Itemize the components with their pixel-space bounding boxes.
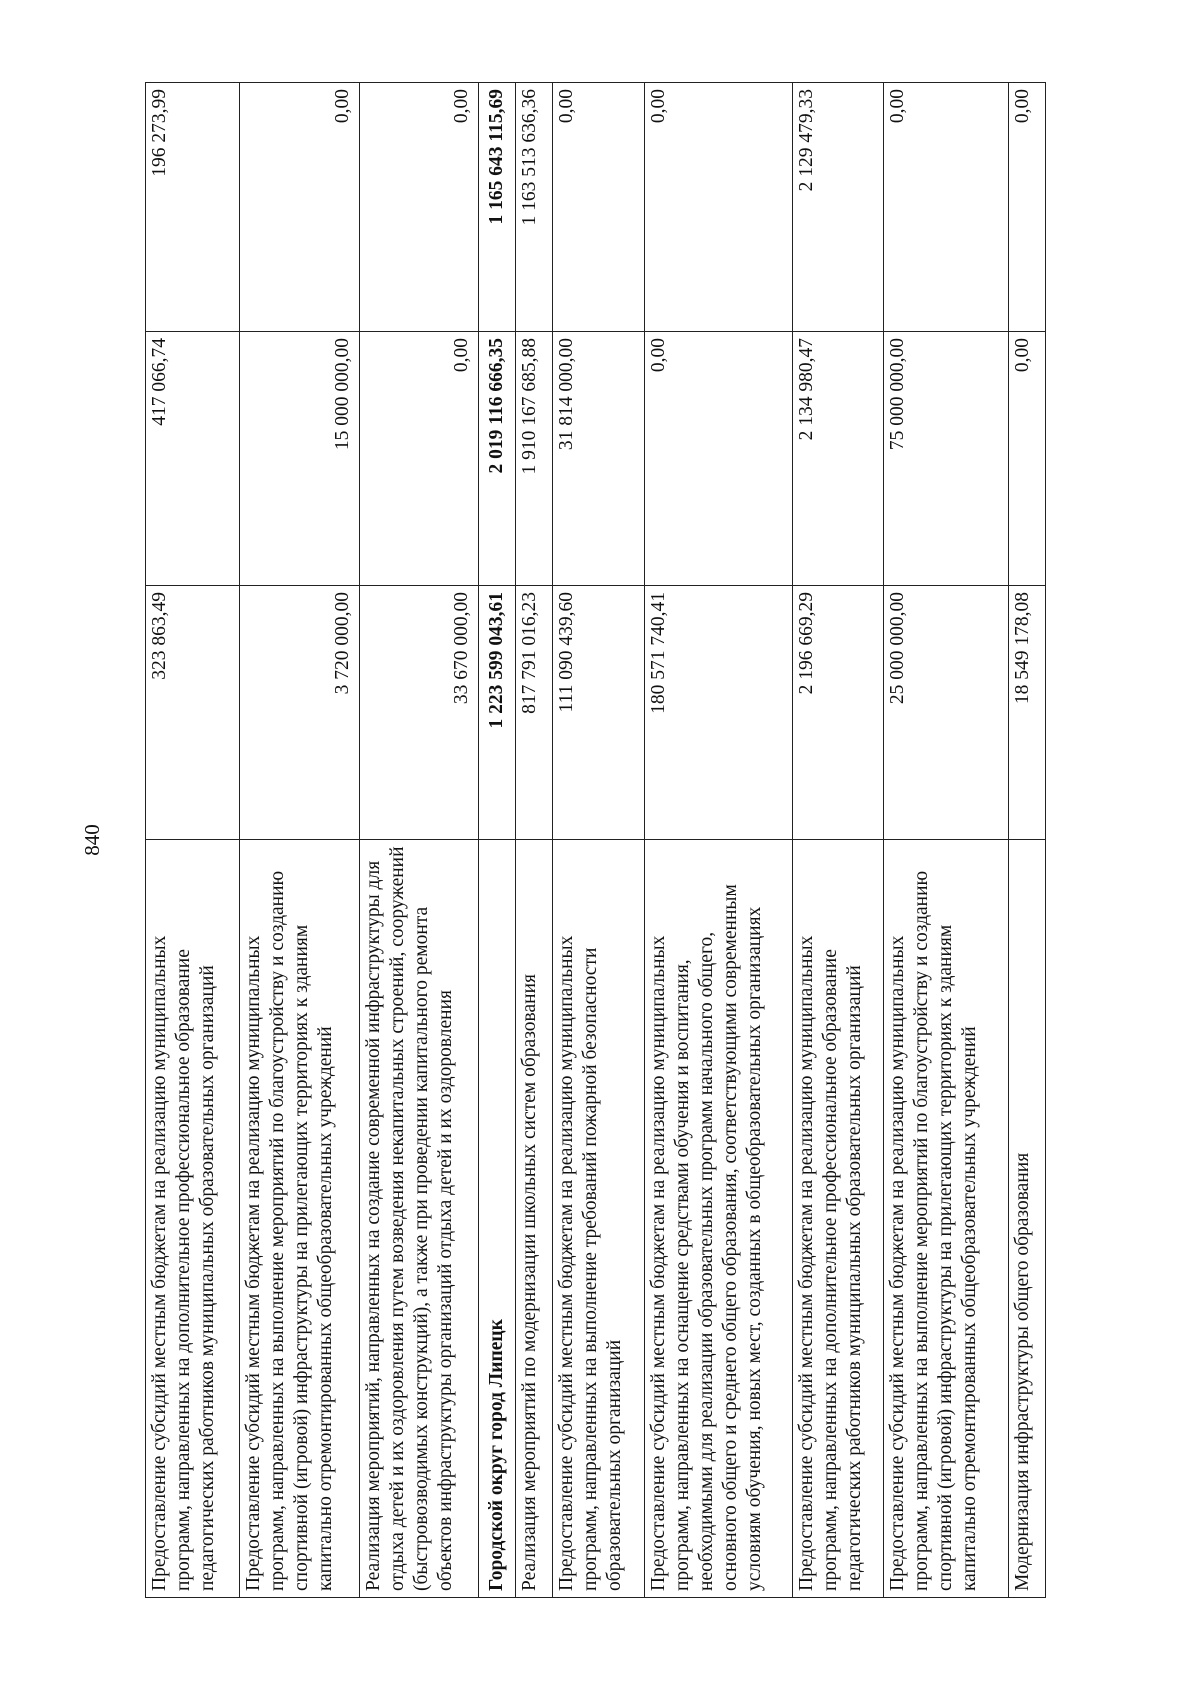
row-value-col1: 323 863,49 <box>146 586 240 840</box>
row-description: Предоставление субсидий местным бюджетам на реализацию муниципальных программ, направленных на дополнительное профессиональное образование педагогических работников муниципальных образовательных организаций <box>792 840 883 1598</box>
row-value-col2: 31 814 000,00 <box>553 332 645 586</box>
page-number: 840 <box>80 824 104 856</box>
row-value-col2: 2 019 116 666,35 <box>479 332 516 586</box>
table-row <box>1009 83 1046 1598</box>
row-value-col2: 0,00 <box>645 332 793 586</box>
row-description: Предоставление субсидий местным бюджетам на реализацию муниципальных программ, направленных на выполнение мероприятий по благоустройству и созданию спортивной (игровой) инфраструктуры на прилегающих территориях к зданиям капитально отремонтированных общеобразовательных учреждений <box>240 840 359 1598</box>
row-value-col3: 2 129 479,33 <box>792 83 883 332</box>
row-value-col3: 196 273,99 <box>146 83 240 332</box>
row-value-col2: 2 134 980,47 <box>792 332 883 586</box>
row-value-col2: 15 000 000,00 <box>240 332 359 586</box>
row-description: Городской округ город Липецк <box>479 840 516 1598</box>
row-value-col1: 3 720 000,00 <box>240 586 359 840</box>
row-value-col3: 0,00 <box>240 83 359 332</box>
row-value-col3: 1 163 513 636,36 <box>516 83 553 332</box>
row-description: Модернизация инфраструктуры общего образования <box>1009 840 1046 1598</box>
row-description: Предоставление субсидий местным бюджетам на реализацию муниципальных программ, направленных на оснащение средствами обучения и воспитания, необходимыми для реализации образовательных программ начального общего, основного общего и среднего общего образования, соответствующими современным условиям обучения, новых мест, созданных в общеобразовательных организациях <box>645 840 793 1598</box>
row-value-col3: 0,00 <box>884 83 1009 332</box>
table-row <box>146 83 240 1598</box>
row-description: Предоставление субсидий местным бюджетам на реализацию муниципальных программ, направленных на выполнение требований пожарной безопасности образовательных организаций <box>553 840 645 1598</box>
row-description: Предоставление субсидий местным бюджетам на реализацию муниципальных программ, направленных на дополнительное профессиональное образование педагогических работников муниципальных образовательных организаций <box>146 840 240 1598</box>
row-value-col3: 0,00 <box>359 83 478 332</box>
table-row <box>240 83 359 1598</box>
row-value-col1: 25 000 000,00 <box>884 586 1009 840</box>
row-value-col3: 1 165 643 115,69 <box>479 83 516 332</box>
row-description: Реализация мероприятий по модернизации школьных систем образования <box>516 840 553 1598</box>
row-value-col1: 111 090 439,60 <box>553 586 645 840</box>
row-value-col1: 33 670 000,00 <box>359 586 478 840</box>
table-row <box>884 83 1009 1598</box>
table-row <box>359 83 478 1598</box>
row-value-col3: 0,00 <box>553 83 645 332</box>
table-row <box>553 83 645 1598</box>
row-value-col1: 18 549 178,08 <box>1009 586 1046 840</box>
budget-table <box>145 82 1046 1598</box>
rotated-table-wrapper <box>145 83 1046 1598</box>
table-row <box>792 83 883 1598</box>
table-row <box>645 83 793 1598</box>
row-value-col1: 2 196 669,29 <box>792 586 883 840</box>
row-value-col2: 1 910 167 685,88 <box>516 332 553 586</box>
table-row <box>516 83 553 1598</box>
row-value-col1: 1 223 599 043,61 <box>479 586 516 840</box>
row-description: Предоставление субсидий местным бюджетам на реализацию муниципальных программ, направленных на выполнение мероприятий по благоустройству и созданию спортивной (игровой) инфраструктуры на прилегающих территориях к зданиям капитально отремонтированных общеобразовательных учреждений <box>884 840 1009 1598</box>
table-row-total <box>479 83 516 1598</box>
row-description: Реализация мероприятий, направленных на создание современной инфраструктуры для отдыха детей и их оздоровления путем возведения некапитальных строений, сооружений (быстровозводимых конструкций), а также при проведении капитального ремонта объектов инфраструктуры организаций отдыха детей и их оздоровления <box>359 840 478 1598</box>
row-value-col1: 180 571 740,41 <box>645 586 793 840</box>
row-value-col2: 0,00 <box>359 332 478 586</box>
row-value-col2: 0,00 <box>1009 332 1046 586</box>
row-value-col2: 417 066,74 <box>146 332 240 586</box>
row-value-col3: 0,00 <box>1009 83 1046 332</box>
row-value-col2: 75 000 000,00 <box>884 332 1009 586</box>
row-value-col1: 817 791 016,23 <box>516 586 553 840</box>
row-value-col3: 0,00 <box>645 83 793 332</box>
